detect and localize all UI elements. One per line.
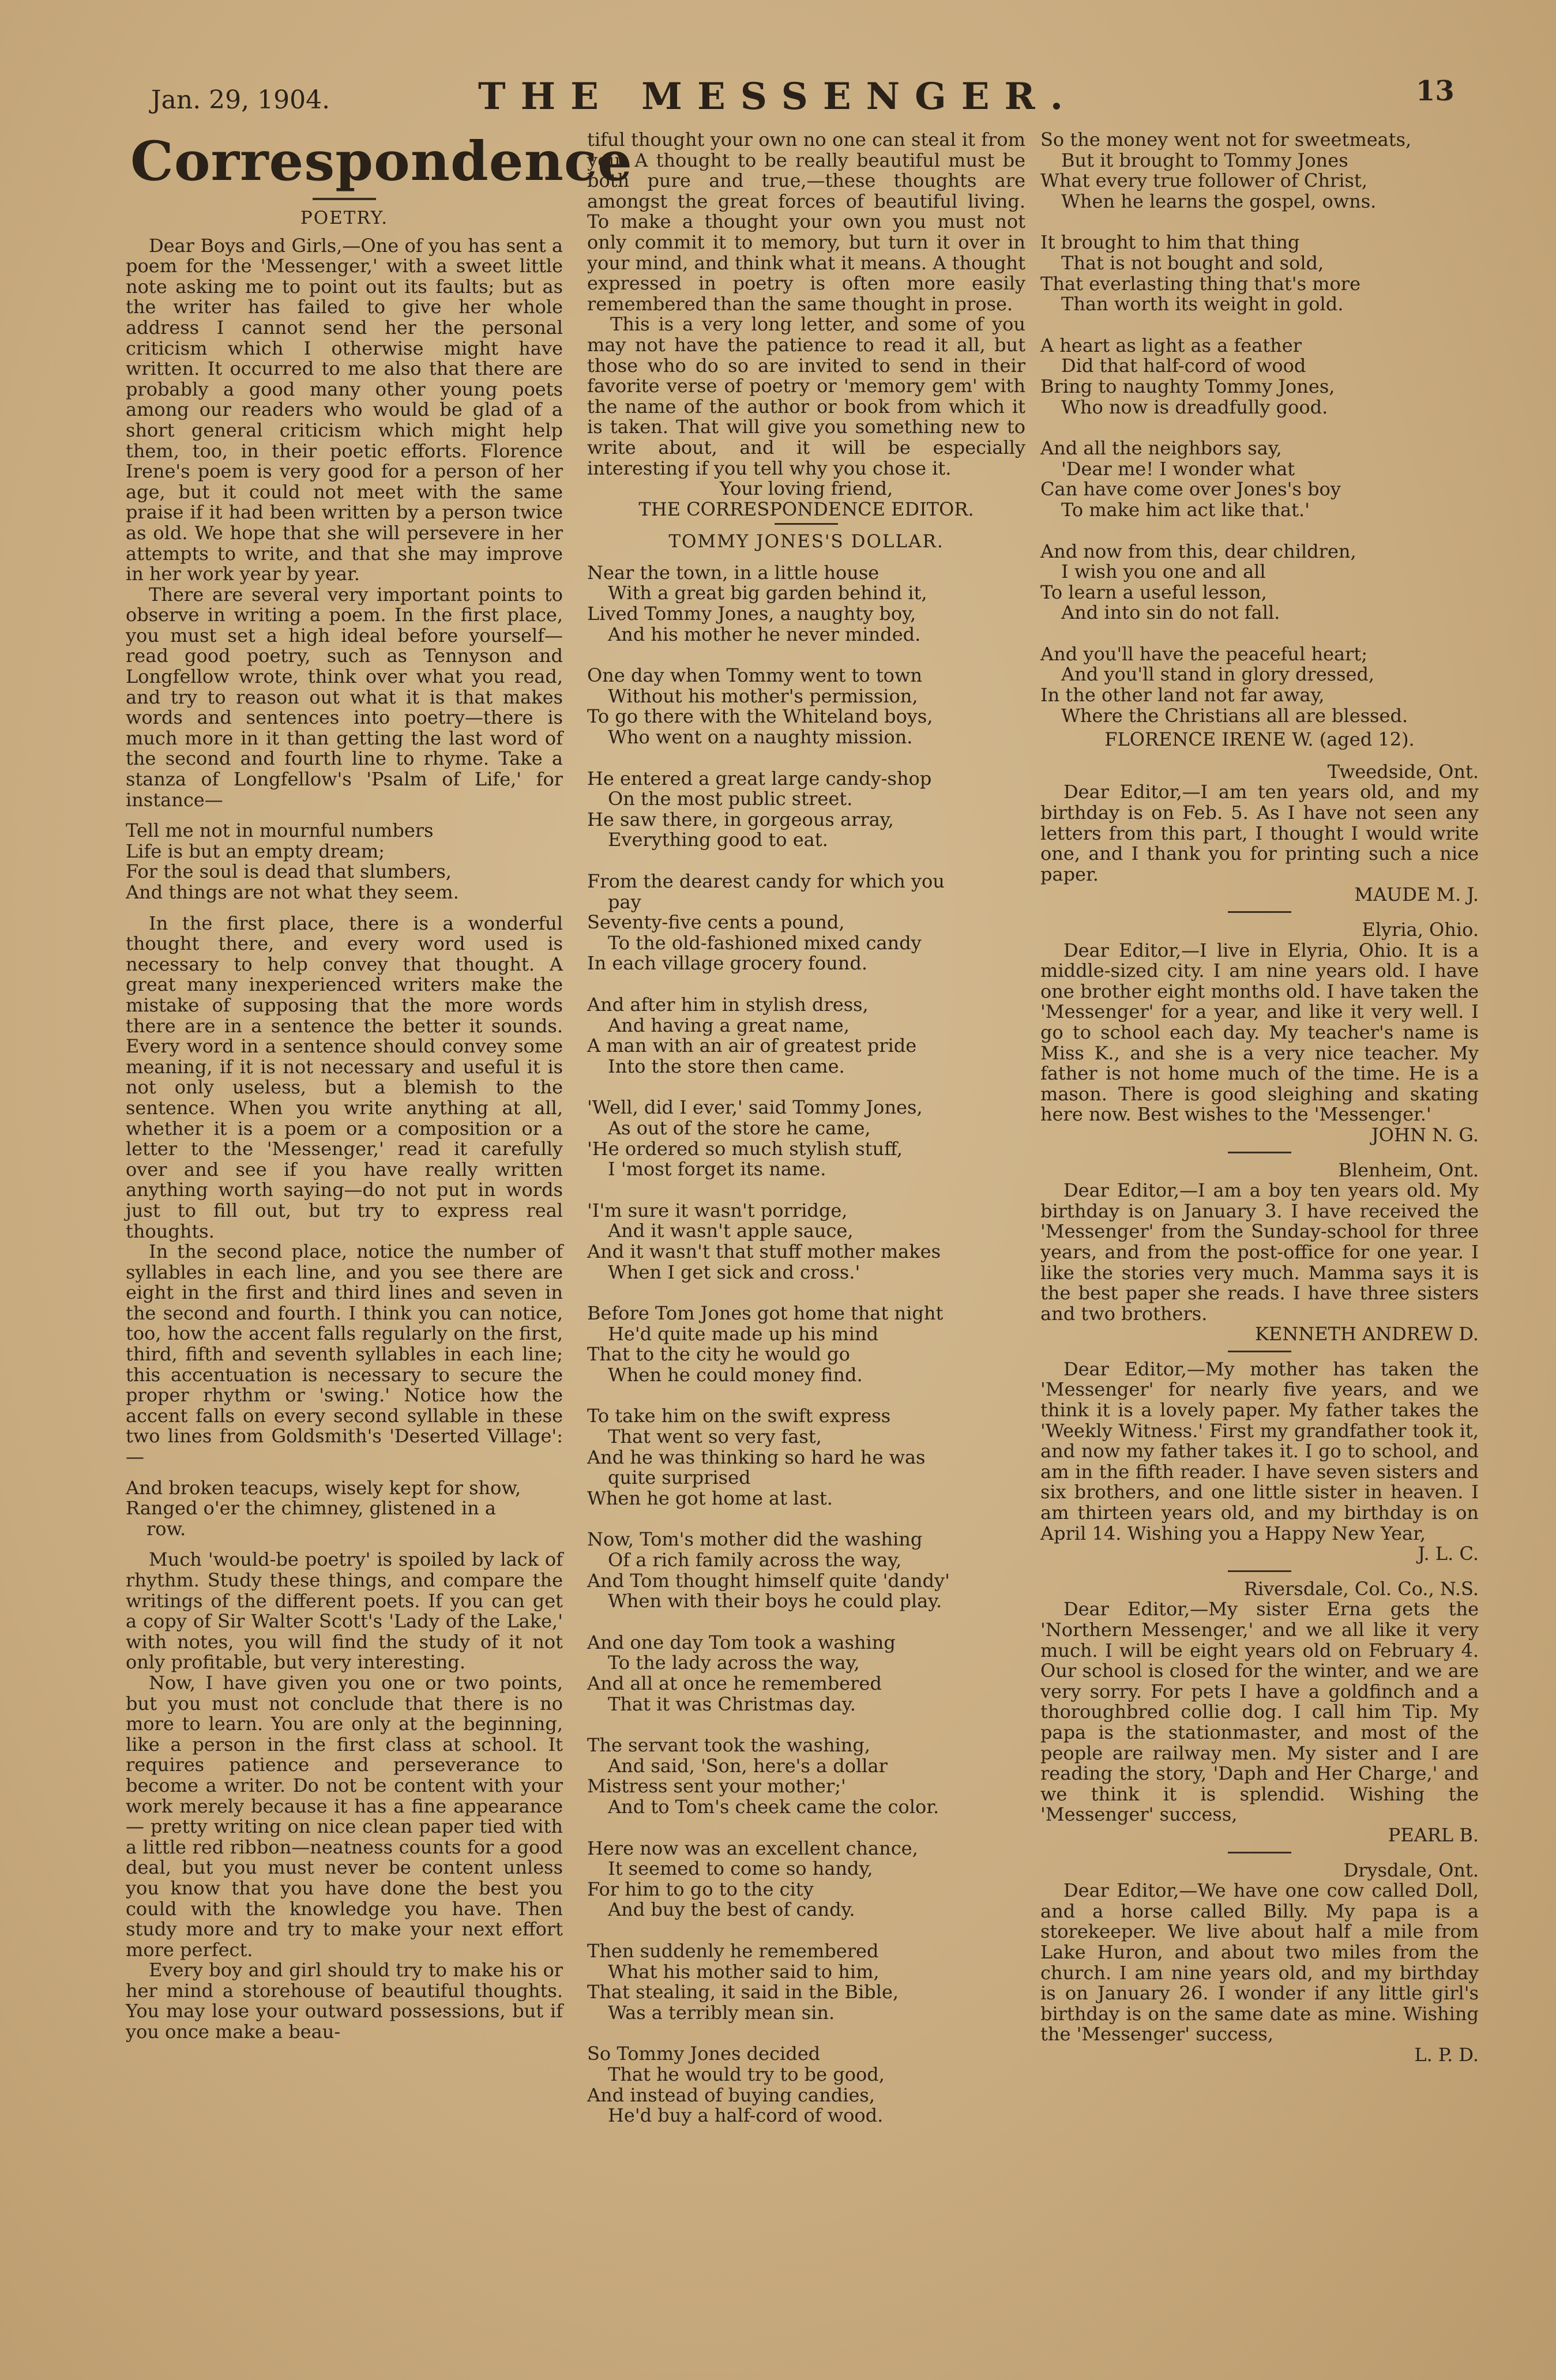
verse-line: Bring to naughty Tommy Jones, — [1040, 375, 1335, 397]
paragraph: This is a very long letter, and some of you may not have the patience to read it all, but those who do so are invited to send in their favorite verse of poetry or 'memory gem' with the name of the author or book from which it is taken. That will give you something new to write about, and it will be especially interesting if you tell why you chose it. — [587, 313, 1025, 479]
reader-letter — [1040, 1152, 1479, 1345]
verse-line: He'd quite made up his mind — [608, 1322, 878, 1345]
verse-line: One day when Tommy went to town — [587, 664, 922, 687]
verse-line: 'I'm sure it wasn't porridge, — [587, 1199, 848, 1221]
editor-signature: THE CORRESPONDENCE EDITOR. — [638, 498, 974, 520]
letter-body: Dear Editor,—My sister Erna gets the 'Northern Messenger,' and we all like it very much. I will be eight years old on February 4. Our school is closed for the winter, and we are very sorry. For pets I have a goldfinch and a thoroughbred collie dog. I call him Tip. My papa is the stationmaster, and most of the people are railway men. My sister and I are reading the story, 'Daph and Her Charge,' and we think it is splendid. Wishing the 'Messenger' success, — [1040, 1598, 1479, 1826]
paragraph: In the first place, there is a wonderful thought there, and every word used is necessary to help convey that thought. A great many inexperienced writers make the mistake of supposing that the more words there are in a sentence the better it sounds. Every word in a sentence should convey some meaning, if it is not necessary and useful it is not only useless, but a blemish to the sentence. When you write anything at all, whether it is a poem or a composition or a letter to the 'Messenger,' read it carefully over and see if you have really written anything worth saying—do not put in words just to fill out, but try to express real thoughts. — [126, 912, 563, 1242]
stanza — [587, 1406, 1025, 1509]
verse-line: Here now was an excellent chance, — [587, 1837, 918, 1859]
letter-closing: Your loving friend, — [719, 477, 893, 500]
verse-line: And all the neighbors say, — [1040, 437, 1282, 460]
verse-line: Can have come over Jones's boy — [1040, 478, 1341, 501]
reader-letter — [1040, 911, 1479, 1146]
separator-rule — [1228, 1852, 1291, 1853]
verse-line: What his mother said to him, — [608, 1960, 880, 1983]
stanza — [587, 1201, 1025, 1283]
verse-line: Lived Tommy Jones, a naughty boy, — [587, 603, 916, 625]
page-number: 13 — [1416, 75, 1454, 107]
verse-line: Who went on a naughty mission. — [608, 726, 913, 749]
title-rule — [313, 198, 376, 200]
poem — [587, 563, 1025, 2126]
stanza — [1040, 130, 1479, 212]
verse-line: He'd buy a half-cord of wood. — [608, 2104, 884, 2127]
verse-line: When I get sick and cross.' — [608, 1261, 860, 1283]
verse-line: So Tommy Jones decided — [587, 2043, 821, 2065]
verse-line: And now from this, dear children, — [1040, 540, 1356, 562]
verse-line: Into the store then came. — [608, 1055, 845, 1077]
verse-line: He entered a great large candy-shop — [587, 767, 932, 789]
letter-body: Dear Editor,—I am a boy ten years old. My birthday is on January 3. I have received the 'Messenger' from the Sunday-school for three years, and from the post-office for one year. I like the stories very much. Mamma says it is the best paper she reads. I have three sisters and two brothers. — [1040, 1179, 1479, 1325]
verse-line: I wish you one and all — [1061, 561, 1266, 583]
paragraph: Every boy and girl should try to make his or her mind a storehouse of beautiful thoughts. You may lose your outward possessions, but if you once make a beau- — [126, 1959, 563, 2043]
verse-line: Ranged o'er the chimney, glistened in a — [126, 1497, 496, 1520]
verse-line: On the most public street. — [608, 788, 853, 810]
verse-line: Did that half-cord of wood — [1061, 355, 1306, 377]
letter-place: Tweedside, Ont. — [1327, 760, 1479, 783]
stanza — [1040, 542, 1479, 623]
letter-place: Drysdale, Ont. — [1343, 1859, 1479, 1881]
verse-line: To make him act like that.' — [1061, 498, 1310, 521]
separator-rule — [1228, 1570, 1291, 1572]
letter-signature: L. P. D. — [1414, 2043, 1479, 2066]
poem-continued — [1040, 130, 1479, 726]
verse-line: For the soul is dead that slumbers, — [126, 860, 452, 883]
paragraph: In the second place, notice the number of syllables in each line, and you see there are eight in the first and third lines and seven in the second and fourth. I think you can notice, too, how the accent falls regularly on the first, third, fifth and seventh syllables in each line; this accentuation is necessary to secure the proper rhythm or 'swing.' Notice how the accent falls on every second syllable in these two lines from Goldsmith's 'Deserted Village':— — [126, 1240, 563, 1468]
stanza — [1040, 438, 1479, 520]
separator-rule — [1228, 1351, 1291, 1352]
verse-line: Tell me not in mournful numbers — [126, 819, 434, 842]
verse-line: That everlasting thing that's more — [1040, 272, 1361, 295]
reader-letter — [1040, 1852, 1479, 2066]
verse-line: quite surprised — [608, 1467, 751, 1489]
verse-line: In the other land not far away, — [1040, 684, 1325, 706]
verse-line: 'Well, did I ever,' said Tommy Jones, — [587, 1096, 923, 1119]
stanza — [1040, 232, 1479, 314]
verse-line: It brought to him that thing — [1040, 231, 1300, 254]
stanza — [587, 995, 1025, 1077]
verse-line: Near the town, in a little house — [587, 561, 880, 584]
verse-line: When with their boys he could play. — [608, 1590, 942, 1612]
verse-line: A heart as light as a feather — [1040, 334, 1302, 356]
poetry-heading: POETRY. — [300, 208, 389, 228]
letter-body: Dear Editor,—I am ten years old, and my birthday is on Feb. 5. As I have not seen any letters from this part, I thought I would write one, and I thank you for printing such a nice paper. — [1040, 781, 1479, 885]
stanza — [587, 2044, 1025, 2126]
verse-line: I 'most forget its name. — [608, 1158, 826, 1180]
verse-line: Than worth its weight in gold. — [1061, 293, 1344, 315]
issue-date: Jan. 29, 1904. — [151, 85, 330, 115]
letter-signature: J. L. C. — [1418, 1543, 1479, 1565]
verse-line: Seventy-five cents a pound, — [587, 911, 845, 934]
verse-line: For him to go to the city — [587, 1878, 814, 1900]
verse-line: To the old-fashioned mixed candy — [608, 931, 922, 954]
verse-line: Life is but an empty dream; — [126, 840, 385, 862]
separator-rule — [1228, 911, 1291, 913]
verse-line: That went so very fast, — [608, 1426, 822, 1448]
verse-line: And his mother he never minded. — [608, 623, 921, 645]
verse-line: And you'll have the peaceful heart; — [1040, 642, 1367, 665]
verse-line: Then suddenly he remembered — [587, 1939, 879, 1962]
verse-line: With a great big garden behind it, — [608, 582, 927, 604]
verse-line: And things are not what they seem. — [126, 881, 459, 903]
stanza — [587, 769, 1025, 851]
verse-line: row. — [146, 1517, 186, 1540]
verse-line: When he got home at last. — [587, 1487, 833, 1509]
verse-line: And he was thinking so hard he was — [587, 1446, 926, 1468]
letter-body: Dear Editor,—I live in Elyria, Ohio. It is a middle-sized city. I am nine years old. I have one brother eight months old. I have taken the 'Messenger' for a year, and like it very well. I go to school each day. My teacher's name is Miss K., and she is a very nice teacher. My father is not home much of the time. He is a mason. There is good sleighing and skating here now. Best wishes to the 'Messenger.' — [1040, 939, 1479, 1126]
verse-line: And you'll stand in glory dressed, — [1061, 663, 1375, 686]
verse-line: Now, Tom's mother did the washing — [587, 1528, 923, 1551]
page-header — [0, 75, 1556, 121]
verse-line: That stealing, it said in the Bible, — [587, 1981, 899, 2003]
verse-line: Where the Christians all are blessed. — [1061, 704, 1408, 727]
verse-line: Who now is dreadfully good. — [1061, 396, 1328, 418]
paragraph: Much 'would-be poetry' is spoiled by lack of rhythm. Study these things, and compare the writings of the different poets. If you can get a copy of Sir Walter Scott's 'Lady of the Lake,' with notes, you will find the study of it not only profitable, but very interesting. — [126, 1548, 563, 1674]
verse-line: And Tom thought himself quite 'dandy' — [587, 1569, 950, 1592]
column-2 — [587, 130, 1025, 2147]
paragraph: Now, I have given you one or two points, but you must not conclude that there is no more to learn. You are only at the beginning, like a person in the first class at school. It requires patience and perseverance to become a writer. Do not be content with your work merely because it has a fine appearance— pretty writing on nice clean paper tied with a little red ribbon—neatness counts for a good deal, but you must never be content unless you know that you have done the best you could with the knowledge you have. Then study more and try to make your next effort more perfect. — [126, 1671, 563, 1961]
quoted-verse — [126, 1478, 563, 1540]
verse-line: Of a rich family across the way, — [608, 1549, 902, 1571]
separator-rule — [775, 523, 838, 525]
verse-line: In each village grocery found. — [587, 952, 868, 975]
verse-line: That he would try to be good, — [608, 2063, 885, 2085]
verse-line: To take him on the swift express — [587, 1405, 891, 1427]
letter-body: Dear Editor,—My mother has taken the 'Messenger' for nearly five years, and we think it is a lovely paper. My father takes the 'Weekly Witness.' First my grandfather took it, and now my father takes it. I go to school, and am in the fifth reader. I have seven sisters and six brothers, and one little sister in heaven. I am thirteen years old, and my birthday is on April 14. Wishing you a Happy New Year, — [1040, 1358, 1479, 1544]
verse-line: To learn a useful lesson, — [1040, 581, 1267, 603]
verse-line: And it wasn't that stuff mother makes — [587, 1240, 941, 1262]
verse-line: It seemed to come so handy, — [608, 1858, 873, 1880]
letter-signature: KENNETH ANDREW D. — [1254, 1323, 1479, 1345]
quoted-verse — [126, 821, 563, 903]
stanza — [587, 666, 1025, 747]
column-3 — [1040, 130, 1479, 2071]
verse-line: Before Tom Jones got home that night — [587, 1302, 944, 1325]
stanza — [587, 1303, 1025, 1385]
letter-place: Riversdale, Col. Co., N.S. — [1243, 1577, 1479, 1600]
verse-line: Was a terribly mean sin. — [608, 2001, 835, 2024]
verse-line: And said, 'Son, here's a dollar — [608, 1754, 888, 1777]
verse-line: 'He ordered so much stylish stuff, — [587, 1137, 903, 1160]
section-title: Correspondence — [130, 130, 633, 193]
stanza — [587, 1633, 1025, 1714]
verse-line: When he learns the gospel, owns. — [1061, 190, 1377, 212]
verse-line: To go there with the Whiteland boys, — [587, 705, 933, 728]
stanza — [587, 871, 1025, 974]
verse-line: So the money went not for sweetmeats, — [1040, 129, 1412, 151]
paragraph: There are several very important points to observe in writing a poem. In the first place, you must set a high ideal before yourself—read good poetry, such as Tennyson and Longfellow wrote, think over what you read, and try to reason out what it is that makes words and sentences into poetry—there is much more in it than getting the last word of the second and fourth line to rhyme. Take a stanza of Longfellow's 'Psalm of Life,' for instance— — [126, 583, 563, 811]
paragraph: Dear Boys and Girls,—One of you has sent a poem for the 'Messenger,' with a sweet little note asking me to point out its faults; but as the writer has failed to give her whole address I cannot send her the personal criticism which I otherwise might have written. It occurred to me also that there are probably a good many other young poets among our readers who would be glad of a short general criticism which might help them, too, in their poetic efforts. Florence Irene's poem is very good for a person of her age, but it could not meet with the same praise if it had been written by a person twice as old. We hope that she will persevere in her attempts to write, and that she may improve in her work year by year. — [126, 234, 563, 585]
verse-line: When he could money find. — [608, 1363, 863, 1386]
verse-line: What every true follower of Christ, — [1040, 170, 1367, 192]
verse-line: But it brought to Tommy Jones — [1061, 149, 1348, 171]
stanza — [587, 1838, 1025, 1920]
verse-line: And one day Tom took a washing — [587, 1631, 896, 1653]
paragraph: tiful thought your own no one can steal it from you. A thought to be really beautiful must be both pure and true,—these thoughts are amongst the great forces of beautiful living. To make a thought your own you must not only commit it to memory, but turn it over in your mind, and think what it means. A thought expressed in poetry is often more easily remembered than the same thought in prose. — [587, 129, 1025, 315]
letter-signature: PEARL B. — [1388, 1823, 1479, 1846]
verse-line: And all at once he remembered — [587, 1672, 882, 1694]
letters — [1040, 762, 1479, 2066]
verse-line: To the lady across the way, — [608, 1652, 860, 1674]
stanza — [587, 1097, 1025, 1179]
poem-author: FLORENCE IRENE W. (aged 12). — [1104, 728, 1415, 751]
verse-line: That to the city he would go — [587, 1343, 850, 1366]
verse-line: And after him in stylish dress, — [587, 993, 869, 1016]
verse-line: The servant took the washing, — [587, 1734, 871, 1757]
masthead-title: THE MESSENGER. — [478, 75, 1078, 118]
poem-title: TOMMY JONES'S DOLLAR. — [668, 531, 944, 552]
verse-line: And it wasn't apple sauce, — [608, 1220, 854, 1242]
stanza — [1040, 644, 1479, 726]
verse-line: As out of the store he came, — [608, 1116, 871, 1139]
verse-line: 'Dear me! I wonder what — [1061, 457, 1295, 480]
verse-line: From the dearest candy for which you — [587, 870, 945, 892]
verse-line: And instead of buying candies, — [587, 2084, 875, 2106]
verse-line: And broken teacups, wisely kept for show, — [126, 1476, 521, 1499]
letter-signature: JOHN N. G. — [1371, 1123, 1479, 1146]
verse-line: And buy the best of candy. — [608, 1898, 855, 1921]
letter-signature: MAUDE M. J. — [1354, 883, 1479, 906]
stanza — [1040, 336, 1479, 418]
stanza — [587, 1735, 1025, 1817]
separator-rule — [1228, 1152, 1291, 1153]
verse-line: Everything good to eat. — [608, 829, 828, 851]
letter-body: Dear Editor,—We have one cow called Doll, and a horse called Billy. My papa is a storekeeper. We live about half a mile from Lake Huron, and about two miles from the church. I am nine years old, and my birthday is on January 26. I wonder if any little girl's birthday is on the same date as mine. Wishing the 'Messenger' success, — [1040, 1879, 1479, 2046]
verse-line: pay — [608, 890, 641, 913]
stanza — [587, 1941, 1025, 2023]
verse-line: That it was Christmas day. — [608, 1693, 856, 1715]
reader-letter — [1040, 1351, 1479, 1565]
verse-line: Mistress sent your mother;' — [587, 1775, 846, 1798]
stanza — [587, 1529, 1025, 1611]
letter-place: Elyria, Ohio. — [1362, 919, 1479, 941]
verse-line: That is not bought and sold, — [1061, 251, 1324, 274]
verse-line: He saw there, in gorgeous array, — [587, 808, 894, 830]
verse-line: And having a great name, — [608, 1014, 850, 1036]
verse-line: Without his mother's permission, — [608, 685, 918, 707]
verse-line: A man with an air of greatest pride — [587, 1035, 917, 1057]
reader-letter — [1040, 762, 1479, 905]
stanza — [587, 563, 1025, 645]
verse-line: And to Tom's cheek came the color. — [608, 1795, 939, 1818]
reader-letter — [1040, 1570, 1479, 1846]
verse-line: And into sin do not fall. — [1061, 601, 1280, 624]
letter-place: Blenheim, Ont. — [1338, 1159, 1479, 1181]
